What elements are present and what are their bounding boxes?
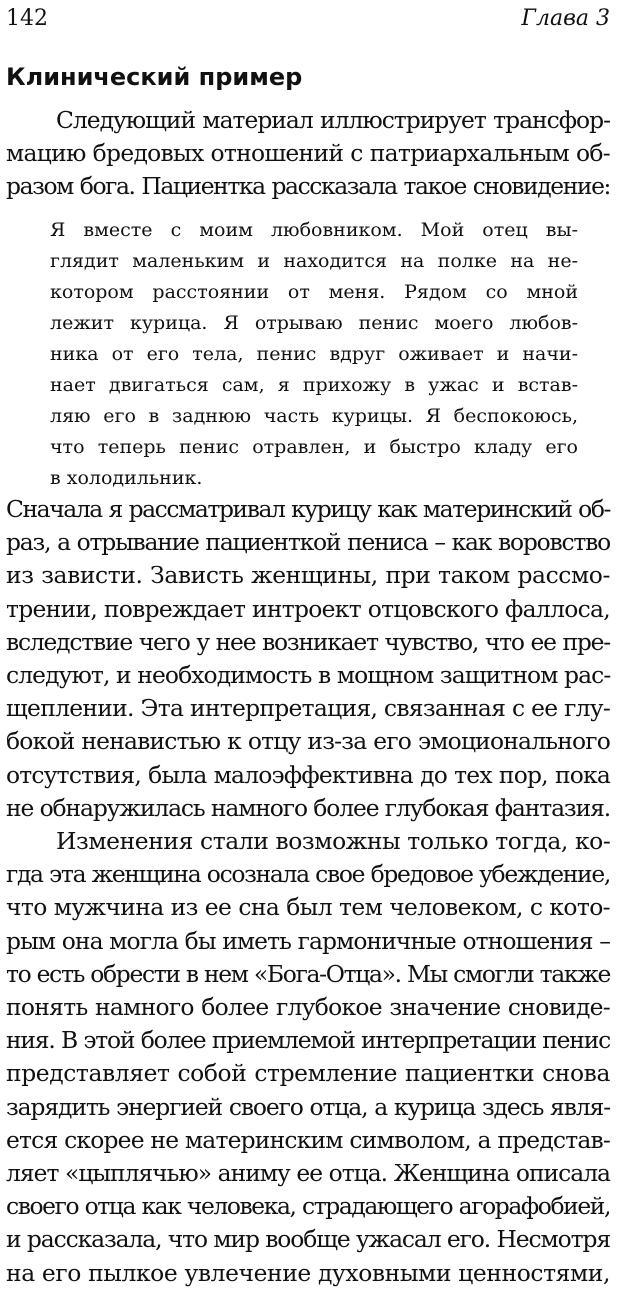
quote-line: нает двигаться сам, я прихожу в ужас и встав- (50, 374, 578, 396)
body-paragraphs (6, 493, 610, 1290)
text-line: вследствие чего у нее возникает чувство, что ее пре- (6, 627, 610, 656)
text-line: зарядить энергией своего отца, а курица здесь явля- (6, 1092, 610, 1121)
dream-quote (50, 215, 578, 494)
text-line: что мужчина из ее сна был тем человеком, с кото- (6, 893, 610, 922)
text-line: ния. В этой более приемлемой интерпретации пенис (6, 1026, 610, 1055)
page-number: 142 (6, 6, 48, 31)
text-line: Изменения стали возможны только тогда, ко- (56, 827, 611, 856)
text-line: трении, повреждает интроект отцовского фаллоса, (6, 594, 610, 623)
quote-line: котором расстоянии от меня. Рядом со мной (50, 281, 578, 303)
text-line: разом бога. Пациентка рассказала такое сновидение: (6, 172, 610, 200)
text-line: не обнаружилась намного более глубокая фантазия. (6, 793, 611, 822)
intro-paragraph (6, 104, 610, 203)
quote-line: в холодильник. (50, 467, 203, 489)
text-line: то есть обрести в нем «Бога-Отца». Мы смогли также (6, 959, 610, 988)
text-line: ляет «цыплячью» аниму ее отца. Женщина описала (6, 1159, 610, 1188)
text-line: рым она могла бы иметь гармоничные отношения – (6, 926, 610, 955)
text-line: понять намного более глубокое значение сновиде- (6, 993, 610, 1022)
text-line: следуют, и необходимость в мощном защитном рас- (6, 661, 611, 690)
text-line: Сначала я рассматривал курицу как материнский об- (6, 495, 610, 523)
section-title: Клинический пример (6, 63, 303, 91)
quote-line: что теперь пенис отравлен, и быстро кладу его (50, 436, 578, 458)
text-line: своего отца как человека, страдающего агорафобией, (6, 1192, 610, 1221)
text-line: и рассказала, что мир вообще ужасал его. Несмотря (6, 1225, 610, 1254)
quote-line: лежит курица. Я отрываю пенис моего любов- (50, 312, 578, 334)
text-line: щеплении. Эта интерпретация, связанная с ее глу- (6, 694, 611, 723)
quote-line: Я вместе с моим любовником. Мой отец вы- (50, 219, 578, 241)
chapter-label: Глава 3 (521, 6, 610, 31)
text-line: из зависти. Зависть женщины, при таком рассмо- (6, 561, 610, 590)
text-line: бокой ненавистью к отцу из-за его эмоционального (6, 727, 610, 756)
text-line: на его пылкое увлечение духовными ценностями, (6, 1258, 610, 1287)
text-line: раз, а отрывание пациенткой пениса – как воровство (6, 528, 610, 557)
text-line: отсутствия, была малоэффективна до тех пор, пока (6, 760, 610, 789)
text-line: мацию бредовых отношений с патриархальным об- (6, 139, 610, 167)
text-line: Следующий материал иллюстрирует трансфор- (56, 106, 610, 134)
text-line: гда эта женщина осознала свое бредовое убеждение, (6, 860, 610, 889)
quote-line: глядит маленьким и находится на полке на не- (50, 250, 578, 272)
quote-line: ляю его в заднюю часть курицы. Я беспокоюсь, (50, 405, 578, 427)
quote-line: ника от его тела, пенис вдруг оживает и начи- (50, 343, 578, 365)
page-header (6, 2, 610, 36)
text-line: ется скорее не материнским символом, а представ- (6, 1125, 610, 1154)
text-line: представляет собой стремление пациентки снова (6, 1059, 610, 1088)
